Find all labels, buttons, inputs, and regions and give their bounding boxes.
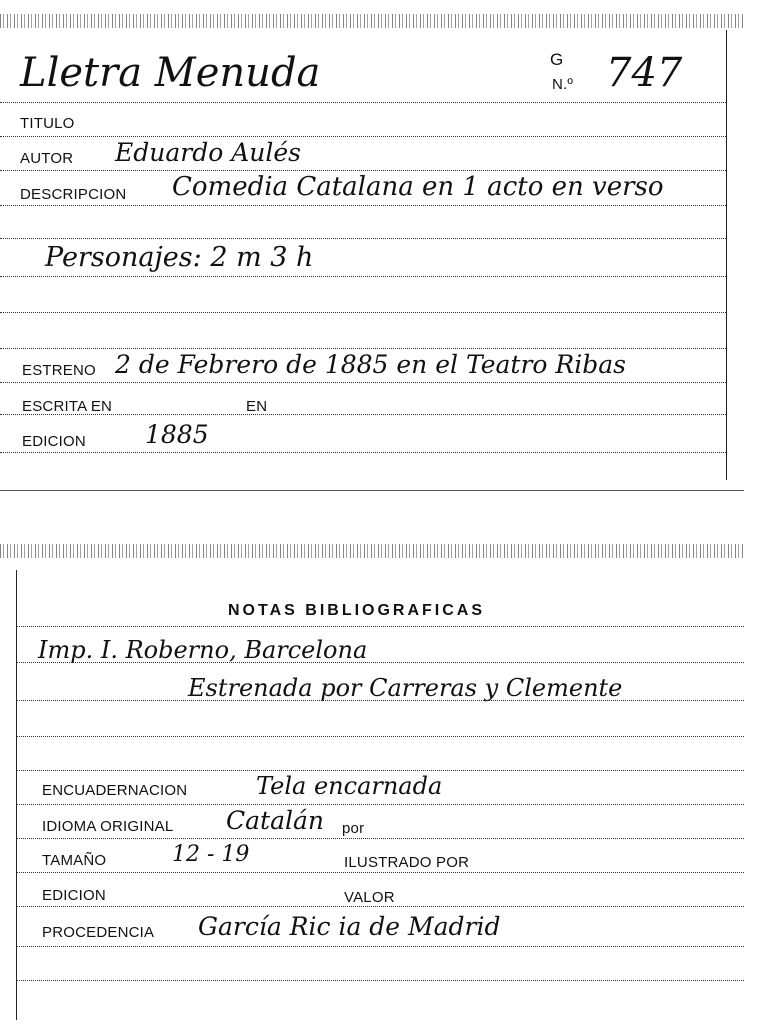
por-label: por [342,820,365,837]
rule-personajes [0,276,726,277]
rule-idioma [16,838,744,839]
autor-value: Eduardo Aulés [115,138,301,167]
number-value: 747 [606,50,683,96]
estreno-label: ESTRENO [22,362,96,379]
valor-label: VALOR [344,889,395,906]
notas-heading: NOTAS BIBLIOGRAFICAS [228,602,486,619]
escrita-label: ESCRITA EN [22,398,113,415]
card-bottom-edge [0,544,744,558]
tamano-label: TAMAÑO [42,852,107,869]
rule-titulo-2 [0,136,726,137]
edicion-label-2: EDICION [42,887,106,904]
titulo-value: Lletra Menuda [20,50,321,96]
rule-edicion [0,452,726,453]
rule-encuadernacion [16,804,744,805]
rule-edicion-2 [16,906,744,907]
number-label: N.º [552,76,574,93]
rule-blank [0,312,726,313]
edicion-label: EDICION [22,433,86,450]
rule-notas [16,626,744,627]
estreno-value: 2 de Febrero de 1885 en el Teatro Ribas [115,350,626,379]
tamano-value: 12 - 19 [172,842,250,867]
rule-nota-4 [16,770,744,771]
autor-label: AUTOR [20,150,74,167]
rule-descripcion [0,205,726,206]
titulo-label: TITULO [20,115,75,132]
number-sup: G [550,50,564,69]
edicion-value: 1885 [145,420,209,449]
rule-nota-2 [16,700,744,701]
nota-line1: Imp. I. Roberno, Barcelona [38,636,368,664]
rule-nota-3 [16,736,744,737]
nota-line2: Estrenada por Carreras y Clemente [188,674,623,702]
card-top-edge [0,14,744,28]
rule-nota-1 [16,662,744,663]
rule-blank-2 [0,348,726,349]
rule-titulo [0,102,726,103]
rule-estreno [0,382,726,383]
card-right-border [726,30,727,480]
card-left-border [16,570,17,1020]
personajes-value: Personajes: 2 m 3 h [45,242,314,273]
rule-bottom [16,980,744,981]
procedencia-value: García Ric ia de Madrid [198,912,501,941]
rule-escrita [0,414,726,415]
descripcion-value: Comedia Catalana en 1 acto en verso [172,172,664,202]
rule-procedencia [16,946,744,947]
idioma-label: IDIOMA ORIGINAL [42,818,174,835]
card-top-bottom-edge [0,490,744,491]
rule-descripcion-2 [0,238,726,239]
descripcion-label: DESCRIPCION [20,186,127,203]
rule-tamano [16,872,744,873]
rule-autor [0,170,726,171]
ilustrado-label: ILUSTRADO POR [344,854,470,871]
en-label: EN [246,398,268,415]
encuadernacion-value: Tela encarnada [256,772,443,800]
encuadernacion-label: ENCUADERNACION [42,782,188,799]
procedencia-label: PROCEDENCIA [42,924,155,941]
idioma-value: Catalán [226,806,324,835]
catalog-card-bottom [0,540,744,1028]
catalog-card-top [0,0,744,495]
